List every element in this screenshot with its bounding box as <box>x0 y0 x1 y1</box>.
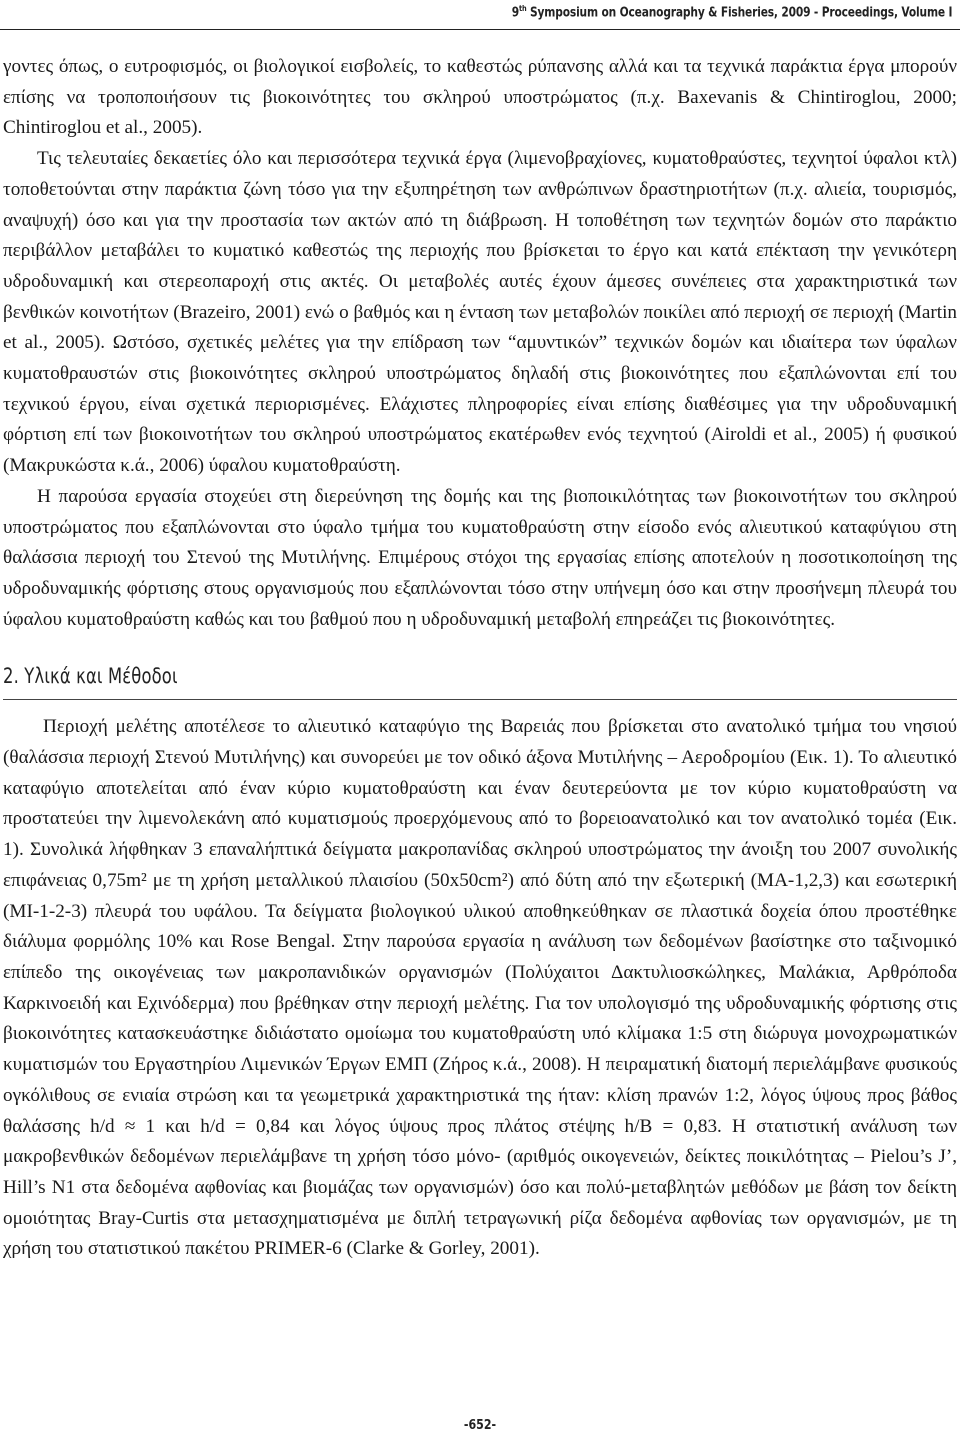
intro-paragraph-1: γοντες όπως, ο ευτροφισμός, οι βιολογικοί εισβολείς, το καθεστώς ρύπανσης αλλά και τα τεχνικά παράκτια έργα μπορούν επίσης να τροποποιήσουν τις βιοκοινότητες του σκληρού υποστρώματος (π.χ. Baxevanis & Chintiroglou, 2000; Chintiroglou et al., 2005). <box>3 56 957 139</box>
section-heading: 2. Υλικά και Μέθοδοι <box>3 664 178 689</box>
section-rule <box>3 699 957 700</box>
header-edition-suffix: th <box>518 4 527 13</box>
intro-paragraph-2: Τις τελευταίες δεκαετίες όλο και περισσότερα τεχνικά έργα (λιμενοβραχίονες, κυματοθραύστες, τεχνητοί ύφαλοι κτλ) τοποθετούνται στην παράκτια ζώνη τόσο για την εξυπηρέτηση των ανθρώπινων δραστηριοτήτων (π.χ. αλιεία, τουρισμός, αναψυχή) όσο και για την προστασία των ακτών από τη διάβρωση. Η τοποθέτηση των τεχνητών δομών στο παράκτιο περιβάλλον μεταβάλει το κυματικό καθεστώς της περιοχής που βρίσκεται το έργο και κατά επέκταση την γενικότερη υδροδυναμική και στερεοπαροχή στις ακτές. Οι μεταβολές αυτές έχουν άμεσες συνέπειες στα χαρακτηριστικά των βενθικών κοινοτήτων (Brazeiro, 2001) ενώ ο βαθμός και η ένταση των μεταβολών ποικίλει από περιοχή σε περιοχή (Martin et al., 2005). Ωστόσο, σχετικές μελέτες για την επίδραση των “αμυντικών” τεχνικών δομών και ιδιαίτερα των ύφαλων κυματοθραυστών στις βιοκοινότητες σκληρού υποστρώματος δηλαδή στις βιοκοινότητες που εξαπλώνονται επί του τεχνικού έργου, είναι σχετικά περιορισμένες. Ελάχιστες πληροφορίες είναι επίσης διαθέσιμες για την υδροδυναμική φόρτιση επί των βιοκοινοτήτων του σκληρού υποστρώματος εκατέρωθεν ενός τεχνητού (Airoldi et al., 2005) ή φυσικού (Μακρυκώστα κ.ά., 2006) ύφαλου κυματοθραύστη. <box>3 148 958 477</box>
header-rule <box>0 29 960 30</box>
page-body <box>3 52 957 1265</box>
header-title: Symposium on Oceanography & Fisheries, 2009 - Proceedings, Volume I <box>526 5 952 21</box>
methods-paragraph: Περιοχή μελέτης αποτέλεσε το αλιευτικό καταφύγιο της Βαρειάς που βρίσκεται στο ανατολικό τμήμα του νησιού (θαλάσσια περιοχή Στενού Μυτιλήνης) και συνορεύει με τον οδικό άξονα Μυτιλήνης – Αεροδρομίου (Εικ. 1). Το αλιευτικό καταφύγιο αποτελείται από έναν κύριο κυματοθραύστη και έναν δευτερεύοντα με τον κύριο κυματοθραύστη να προστατεύει την λιμενολεκάνη από κυματισμούς προερχόμενους από το βορειοανατολικό και τον ανατολικό τομέα (Εικ. 1). Συνολικά λήφθηκαν 3 επαναλήπτικά δείγματα μακροπανίδας σκληρού υποστρώματος την άνοιξη του 2007 συνολικής επιφάνειας 0,75m² με τη χρήση μεταλλικού πλαισίου (50x50cm²) από δύτη από την εξωτερική (ΜΑ-1,2,3) και εσωτερική (ΜΙ-1-2-3) πλευρά του υφάλου. Τα δείγματα βιολογικού υλικού αποθηκεύθηκαν σε πλαστικά δοχεία όπου προστέθηκε διάλυμα φορμόλης 10% και Rose Bengal. Στην παρούσα εργασία η ανάλυση των δεδομένων βασίστηκε στο ταξινομικό επίπεδο της οικογένειας των μακροπανιδικών οργανισμών (Πολύχαιτοι Δακτυλιοσκώληκες, Μαλάκια, Αρθρόποδα Καρκινοειδή και Εχινόδερμα) που βρέθηκαν στην περιοχή μελέτης. Για τον υπολογισμό της υδροδυναμικής φόρτισης στις βιοκοινότητες κατασκευάστηκε διδιάστατο ομοίωμα του κυματοθραύστη υπό κλίμακα 1:5 στη διώρυγα μονοχρωματικών κυματισμών του Εργαστηρίου Λιμενικών Έργων ΕΜΠ (Ζήρος κ.ά., 2008). Η πειραματική διατομή περιελάμβανε φυσικούς ογκόλιθους σε ενιαία στρώση και τα γεωμετρικά χαρακτηριστικά της ήταν: κλίση πρανών 1:2, λόγος ύψους προς βάθος θαλάσσης h/d ≈ 1 και h/d = 0,84 και λόγος ύψους προς πλάτος στέψης h/B = 0,83. Η στατιστική ανάλυση των μακροβενθικών δεδομένων περιελάμβανε τη χρήση τόσο μόνο- (αριθμός οικογενειών, δείκτες ποικιλότητας – Pielou’s J’, Hill’s N1 στα δεδομένα αφθονίας και βιομάζας των οργανισμών) όσο και πολύ-μεταβλητών μεθόδων με βάση τον δείκτη ομοιότητας Bray-Curtis στα μετασχηματισμένα με διπλή τετραγωνική ρίζα δεδομένα αφθονίας των οργανισμών, με τη χρήση του στατιστικού πακέτου PRIMER-6 (Clarke & Gorley, 2001). <box>3 716 957 1260</box>
intro-paragraph-3: Η παρούσα εργασία στοχεύει στη διερεύνηση της δομής και της βιοποικιλότητας των βιοκοινοτήτων του σκληρού υποστρώματος που εξαπλώνονται στο ύφαλο τμήμα του κυματοθραύστη στην είσοδο ενός αλιευτικού καταφύγιου στη θαλάσσια περιοχή του Στενού της Μυτιλήνης. Επιμέρους στόχοι της εργασίας επίσης αποτελούν η ποσοτικοποίηση της υδροδυναμικής φόρτισης στους οργανισμούς που εξαπλώνονται τόσο στην υπήνεμη όσο και στην προσήνεμη πλευρά του ύφαλου κυματοθραύστη καθώς και του βαθμού που η υδροδυναμική μεταβολή επηρεάζει τις βιοκοινότητες. <box>3 485 957 630</box>
page-number: -652- <box>463 1418 497 1433</box>
header-edition-number: 9 <box>511 5 519 21</box>
running-header <box>511 4 952 20</box>
